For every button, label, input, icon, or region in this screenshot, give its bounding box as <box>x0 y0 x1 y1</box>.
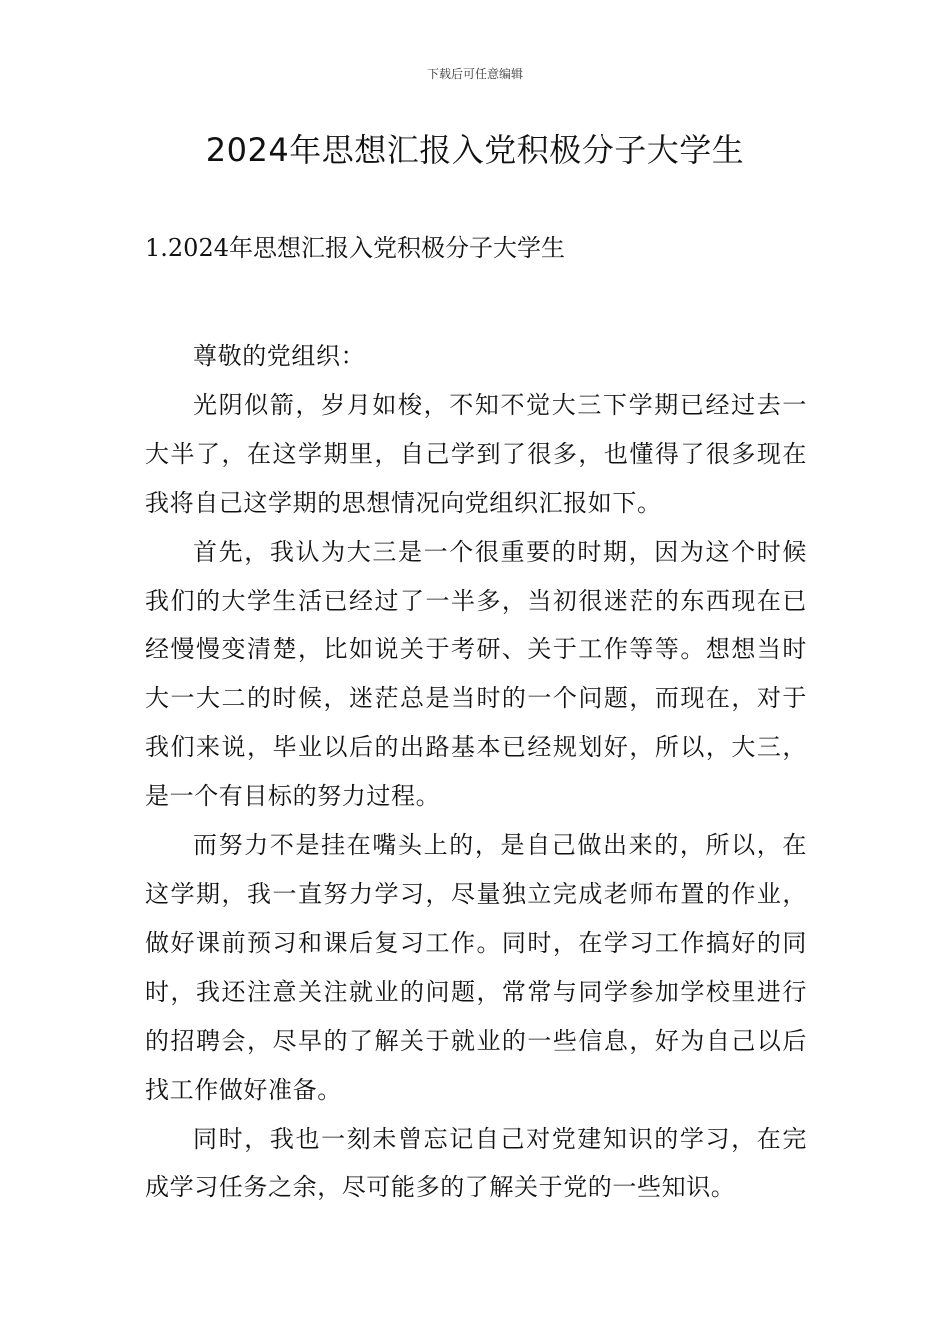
document-body <box>145 332 807 1212</box>
body-paragraph: 而努力不是挂在嘴头上的，是自己做出来的，所以，在这学期，我一直努力学习，尽量独立完成老师布置的作业，做好课前预习和课后复习工作。同时，在学习工作搞好的同时，我还注意关注就业的问题，常常与同学参加学校里进行的招聘会，尽早的了解关于就业的一些信息，好为自己以后找工作做好准备。 <box>145 831 807 1104</box>
body-paragraph: 首先，我认为大三是一个很重要的时期，因为这个时候我们的大学生活已经过了一半多，当初很迷茫的东西现在已经慢慢变清楚，比如说关于考研、关于工作等等。想想当时大一大二的时候，迷茫总是当时的一个问题，而现在，对于我们来说，毕业以后的出路基本已经规划好，所以，大三，是一个有目标的努力过程。 <box>145 537 807 811</box>
section-heading: 1.2024年思想汇报入党积极分子大学生 <box>145 234 565 262</box>
salutation: 尊敬的党组织： <box>193 342 366 370</box>
body-paragraph: 光阴似箭，岁月如梭，不知不觉大三下学期已经过去一大半了，在这学期里，自己学到了很多，也懂得了很多现在我将自己这学期的思想情况向党组织汇报如下。 <box>145 390 807 517</box>
body-paragraph: 同时，我也一刻未曾忘记自己对党建知识的学习，在完成学习任务之余，尽可能多的了解关于党的一些知识。 <box>145 1124 807 1202</box>
document-title: 2024年思想汇报入党积极分子大学生 <box>205 131 745 169</box>
page-header-note: 下载后可任意编辑 <box>426 67 523 81</box>
